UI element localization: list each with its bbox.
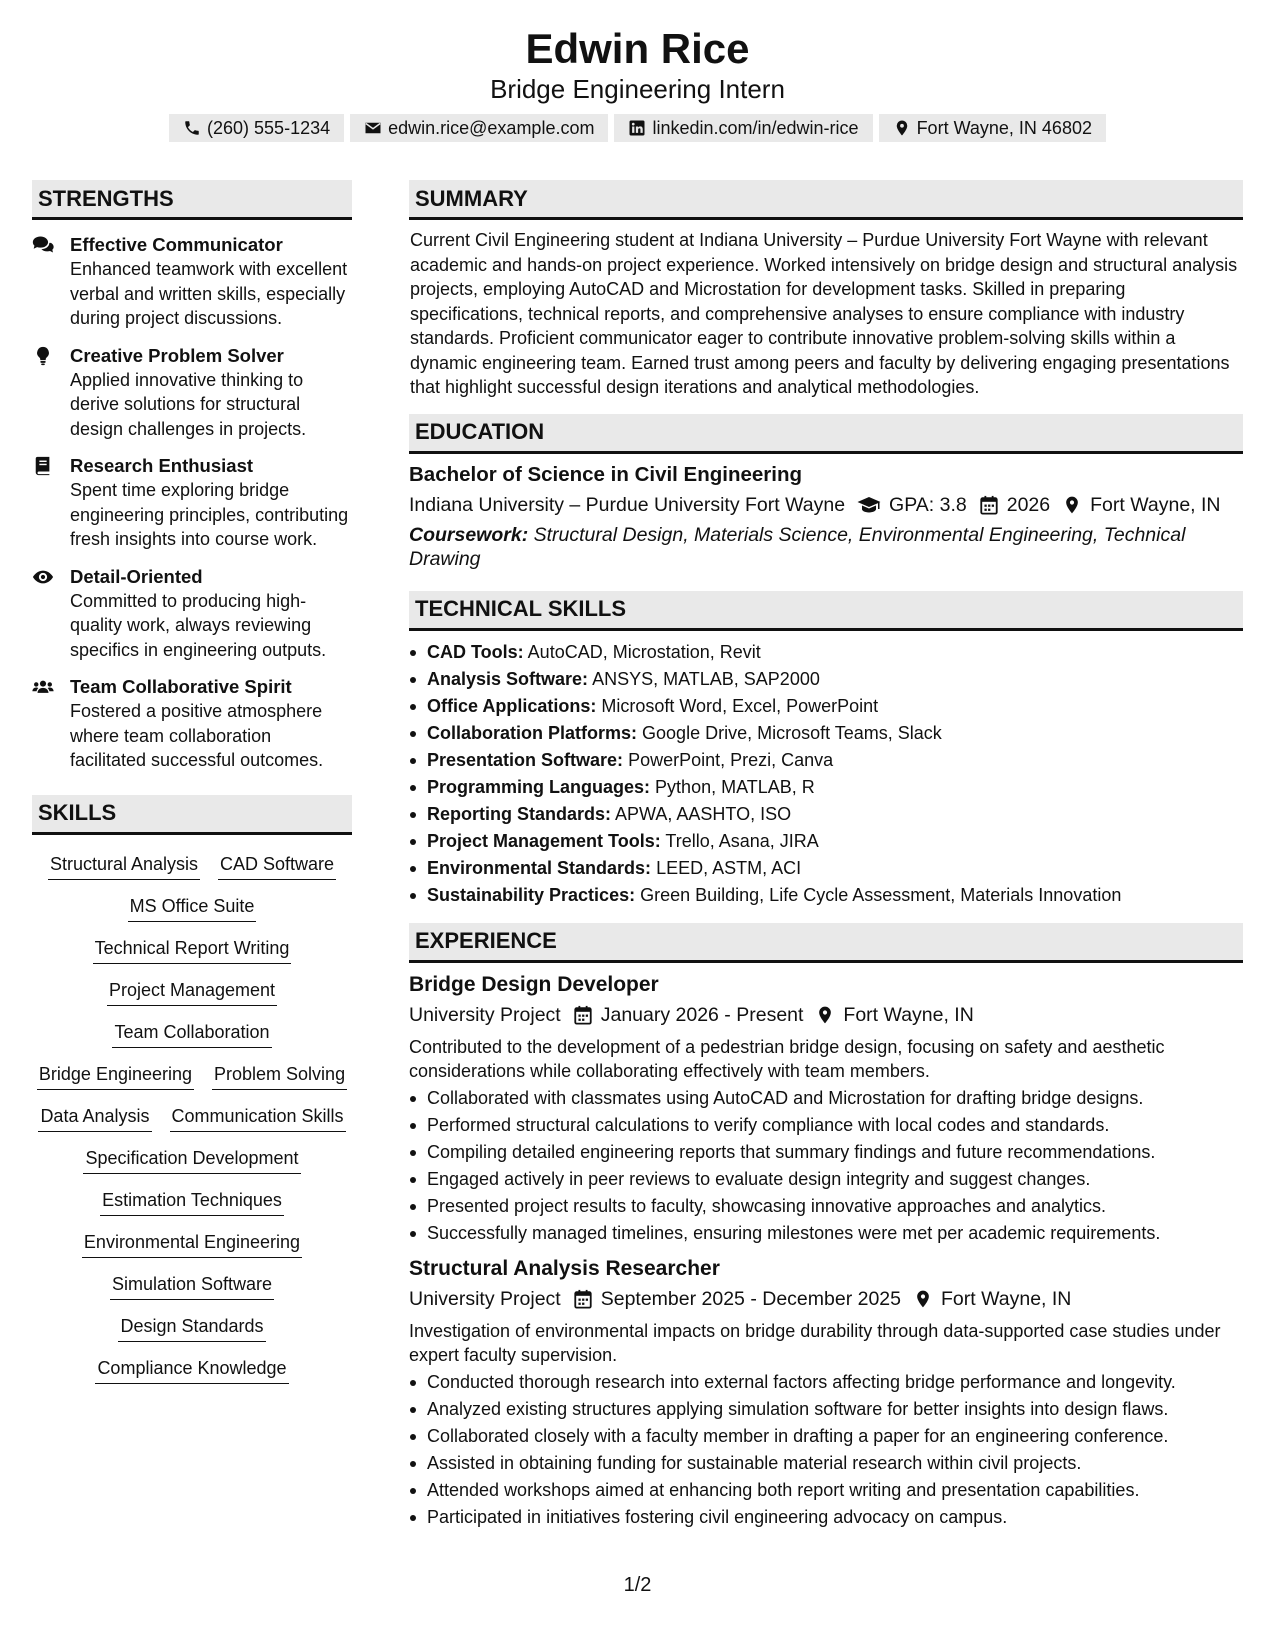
contact-location-text: Fort Wayne, IN 46802 xyxy=(916,117,1092,138)
contact-location xyxy=(879,114,1106,142)
skill-tag: Compliance Knowledge xyxy=(95,1356,288,1384)
tech-skill-label: Office Applications: xyxy=(427,695,597,716)
gpa-text: GPA: 3.8 xyxy=(889,493,967,516)
skill-tag: MS Office Suite xyxy=(128,894,257,922)
strength-desc: Fostered a positive atmosphere where team collaboration facilitated successful outcomes. xyxy=(70,701,324,770)
graduation-cap-icon xyxy=(857,495,881,515)
skill-tag: Communication Skills xyxy=(170,1104,346,1132)
map-pin-icon xyxy=(893,119,911,137)
list-item: Performed structural calculations to verify compliance with local codes and standards. xyxy=(409,1112,1243,1139)
experience-heading: EXPERIENCE xyxy=(409,923,1243,963)
job-meta xyxy=(409,1001,1243,1029)
envelope-icon xyxy=(364,119,382,137)
contact-bar xyxy=(0,114,1275,142)
comments-icon xyxy=(32,235,54,255)
skill-tag: Technical Report Writing xyxy=(93,936,292,964)
contact-email[interactable] xyxy=(350,114,608,142)
technical-skills-list xyxy=(409,639,1243,909)
tech-skill-value: Microsoft Word, Excel, PowerPoint xyxy=(601,695,879,716)
calendar-icon xyxy=(573,1005,593,1025)
list-item: Conducted thorough research into external factors affecting bridge performance and longevity. xyxy=(409,1369,1243,1396)
school-name: Indiana University – Purdue University Fort Wayne xyxy=(409,493,846,516)
list-item: Analyzed existing structures applying simulation software for better insights into design flaws. xyxy=(409,1396,1243,1423)
contact-phone[interactable] xyxy=(169,114,344,142)
list-item: Engaged actively in peer reviews to evaluate design integrity and suggest changes. xyxy=(409,1166,1243,1193)
strength-title: Effective Communicator xyxy=(70,234,283,255)
list-item: Presented project results to faculty, showcasing innovative approaches and analytics. xyxy=(409,1193,1243,1220)
skill-tag: Estimation Techniques xyxy=(100,1188,284,1216)
strength-desc: Spent time exploring bridge engineering principles, contributing fresh insights into course work. xyxy=(70,480,349,549)
tech-skill-label: Environmental Standards: xyxy=(427,857,652,878)
tech-skill-value: Python, MATLAB, R xyxy=(655,776,815,797)
strength-item xyxy=(32,233,352,331)
strength-desc: Committed to producing high-quality work, always reviewing specifics in engineering outputs. xyxy=(70,590,327,660)
technical-skills-heading: TECHNICAL SKILLS xyxy=(409,591,1243,631)
list-item: Successfully managed timelines, ensuring milestones were met per academic requirements. xyxy=(409,1220,1243,1247)
skill-tag: Design Standards xyxy=(118,1314,265,1342)
strength-item xyxy=(32,454,352,552)
contact-linkedin-text: linkedin.com/in/edwin-rice xyxy=(652,117,859,138)
strength-title: Detail-Oriented xyxy=(70,565,203,587)
list-item: Assisted in obtaining funding for sustainable material research within civil projects. xyxy=(409,1450,1243,1477)
phone-icon xyxy=(183,119,201,137)
tech-skill-value: Green Building, Life Cycle Assessment, Materials Innovation xyxy=(640,884,1122,905)
strength-title: Research Enthusiast xyxy=(70,455,254,476)
list-item xyxy=(409,855,1243,882)
list-item xyxy=(409,720,1243,747)
summary-text: Current Civil Engineering student at Indiana University – Purdue University Fort Wayne with relevant academic and hands-on project experience. Worked intensively on bridge design and structural analysis projects, employing AutoCAD and Microstation for development tasks. Skilled in preparing specifications, technical reports, and comprehensive analyses to ensure compliance with industry standards. Proficient communicator eager to contribute innovative problem-solving skills within a dynamic engineering team. Earned trust among peers and faculty by delivering engaging presentations that highlight successful design iterations and analytical methodologies. xyxy=(410,230,1238,397)
left-column xyxy=(32,180,352,1384)
summary-heading: SUMMARY xyxy=(409,180,1243,220)
coursework-label: Coursework: xyxy=(409,523,529,546)
skill-tag: Project Management xyxy=(107,978,277,1006)
skill-tag: Simulation Software xyxy=(110,1272,274,1300)
skills-list xyxy=(32,852,352,1384)
calendar-icon xyxy=(573,1289,593,1309)
list-item xyxy=(409,693,1243,720)
job-org: University Project xyxy=(409,1003,561,1026)
candidate-name: Edwin Rice xyxy=(525,25,750,72)
job-entry xyxy=(409,971,1243,1247)
tech-skill-value: Google Drive, Microsoft Teams, Slack xyxy=(642,722,942,743)
list-item xyxy=(409,666,1243,693)
strength-item xyxy=(32,344,352,442)
tech-skill-label: Presentation Software: xyxy=(427,749,624,770)
contact-email-text: edwin.rice@example.com xyxy=(388,117,595,138)
map-pin-icon xyxy=(815,1005,835,1025)
skill-tag: Specification Development xyxy=(83,1146,300,1174)
job-title: Structural Analysis Researcher xyxy=(409,1256,720,1280)
skill-tag: Data Analysis xyxy=(38,1104,151,1132)
tech-skill-label: Programming Languages: xyxy=(427,776,651,797)
skill-tag: CAD Software xyxy=(218,852,336,880)
education-meta xyxy=(409,491,1243,519)
map-pin-icon xyxy=(1062,495,1082,515)
graduation-year: 2026 xyxy=(1006,493,1051,516)
list-item xyxy=(409,828,1243,855)
list-item xyxy=(409,801,1243,828)
coursework xyxy=(409,523,1243,571)
skills-heading: SKILLS xyxy=(32,795,352,835)
job-description: Investigation of environmental impacts on bridge durability through data-supported case studies under expert faculty supervision. xyxy=(409,1320,1221,1365)
strength-desc: Enhanced teamwork with excellent verbal and written skills, especially during project discussions. xyxy=(70,259,348,328)
skill-tag: Problem Solving xyxy=(212,1062,347,1090)
right-column xyxy=(409,180,1243,1531)
tech-skill-label: Collaboration Platforms: xyxy=(427,722,638,743)
education-location: Fort Wayne, IN xyxy=(1090,493,1221,516)
contact-linkedin[interactable] xyxy=(614,114,872,142)
job-title: Bridge Design Developer xyxy=(409,972,659,996)
list-item: Compiling detailed engineering reports that summary findings and future recommendations. xyxy=(409,1139,1243,1166)
skill-tag: Environmental Engineering xyxy=(82,1230,302,1258)
list-item: Participated in initiatives fostering civil engineering advocacy on campus. xyxy=(409,1504,1243,1531)
job-meta xyxy=(409,1285,1243,1313)
strength-desc: Applied innovative thinking to derive solutions for structural design challenges in projects. xyxy=(70,369,307,439)
job-description: Contributed to the development of a pedestrian bridge design, focusing on safety and aesthetic considerations while collaborating effectively with team members. xyxy=(409,1036,1165,1081)
coursework-list: Structural Design, Materials Science, Environmental Engineering, Technical Drawing xyxy=(409,523,1186,570)
job-bullets xyxy=(409,1085,1243,1247)
strength-title: Team Collaborative Spirit xyxy=(70,676,292,697)
list-item xyxy=(409,882,1243,909)
linkedin-icon xyxy=(628,119,646,137)
lightbulb-icon xyxy=(32,346,54,366)
job-dates: September 2025 - December 2025 xyxy=(600,1287,901,1310)
page-number: 1/2 xyxy=(623,1574,652,1596)
tech-skill-label: Analysis Software: xyxy=(427,668,589,689)
list-item: Attended workshops aimed at enhancing both report writing and presentation capabilities. xyxy=(409,1477,1243,1504)
tech-skill-label: Reporting Standards: xyxy=(427,803,612,824)
strengths-heading: STRENGTHS xyxy=(32,180,352,220)
eye-icon xyxy=(32,567,54,587)
list-item xyxy=(409,774,1243,801)
job-location: Fort Wayne, IN xyxy=(940,1287,1072,1310)
tech-skill-label: Project Management Tools: xyxy=(427,830,661,851)
list-item xyxy=(409,747,1243,774)
candidate-title: Bridge Engineering Intern xyxy=(490,74,785,104)
tech-skill-value: LEED, ASTM, ACI xyxy=(656,857,802,878)
tech-skill-value: PowerPoint, Prezi, Canva xyxy=(628,749,834,770)
list-item xyxy=(409,639,1243,666)
list-item: Collaborated with classmates using AutoCAD and Microstation for drafting bridge designs. xyxy=(409,1085,1243,1112)
job-dates: January 2026 - Present xyxy=(600,1003,804,1026)
tech-skill-value: ANSYS, MATLAB, SAP2000 xyxy=(592,668,820,689)
job-entry xyxy=(409,1255,1243,1531)
strength-item xyxy=(32,565,352,663)
degree-title: Bachelor of Science in Civil Engineering xyxy=(409,462,803,486)
strength-item xyxy=(32,675,352,773)
job-org: University Project xyxy=(409,1287,561,1310)
calendar-icon xyxy=(979,495,999,515)
skill-tag: Bridge Engineering xyxy=(37,1062,194,1090)
users-icon xyxy=(32,677,54,697)
skill-tag: Team Collaboration xyxy=(112,1020,271,1048)
strength-title: Creative Problem Solver xyxy=(70,344,284,366)
book-icon xyxy=(32,456,54,476)
tech-skill-label: Sustainability Practices: xyxy=(427,884,636,905)
tech-skill-value: Trello, Asana, JIRA xyxy=(665,830,819,851)
tech-skill-value: APWA, AASHTO, ISO xyxy=(615,803,792,824)
list-item: Collaborated closely with a faculty member in drafting a paper for an engineering conference. xyxy=(409,1423,1243,1450)
education-heading: EDUCATION xyxy=(409,414,1243,454)
skill-tag: Structural Analysis xyxy=(48,852,200,880)
contact-phone-text: (260) 555-1234 xyxy=(207,117,331,138)
job-location: Fort Wayne, IN xyxy=(843,1003,974,1026)
job-bullets xyxy=(409,1369,1243,1531)
map-pin-icon xyxy=(913,1289,933,1309)
tech-skill-label: CAD Tools: xyxy=(427,641,524,662)
tech-skill-value: AutoCAD, Microstation, Revit xyxy=(527,641,761,662)
resume-header xyxy=(0,22,1275,142)
